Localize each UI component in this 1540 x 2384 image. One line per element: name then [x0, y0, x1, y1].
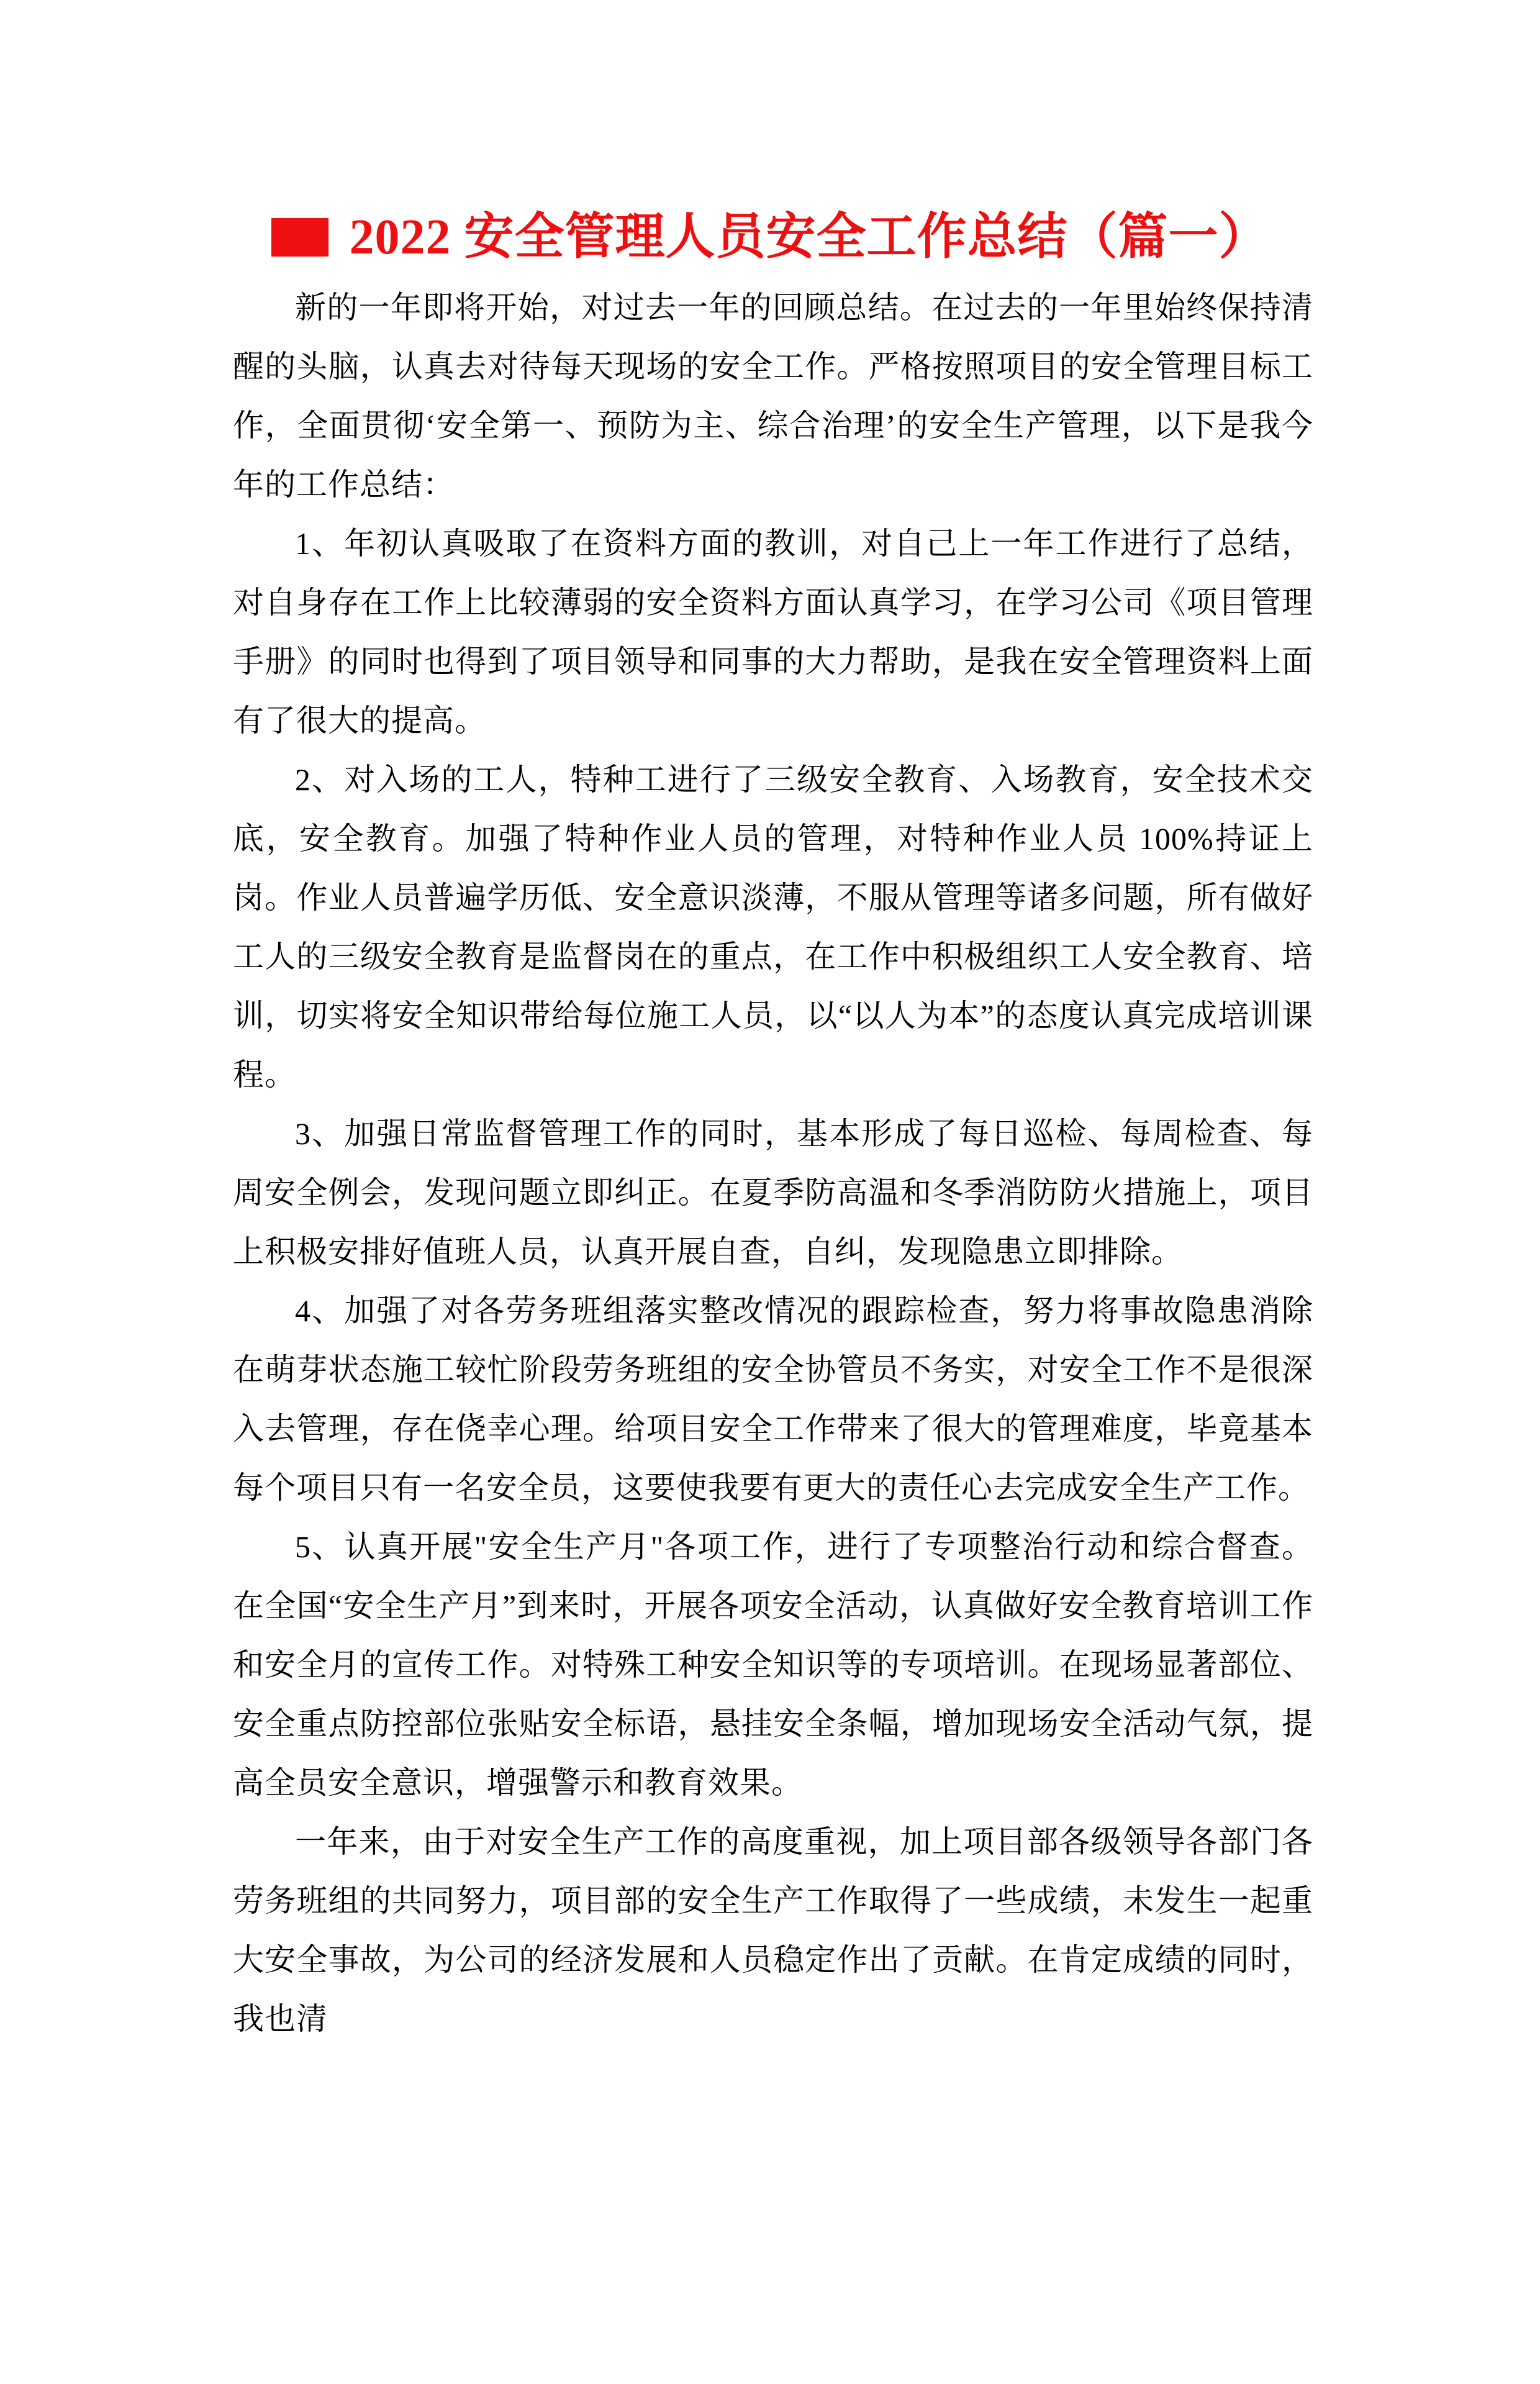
document-title: 2022 安全管理人员安全工作总结（篇一）	[349, 210, 1269, 265]
paragraph-2: 1、年初认真吸取了在资料方面的教训，对自己上一年工作进行了总结，对自身存在工作上比较薄弱的安全资料方面认真学习，在学习公司《项目管理手册》的同时也得到了项目领导和同事的大力帮助，是我在安全管理资料上面有了很大的提高。	[233, 526, 1313, 738]
paragraph-5: 4、加强了对各劳务班组落实整改情况的跟踪检查，努力将事故隐患消除在萌芽状态施工较忙阶段劳务班组的安全协管员不务实，对安全工作不是很深入去管理，存在侥幸心理。给项目安全工作带来了很大的管理难度，毕竟基本每个项目只有一名安全员，这要使我要有更大的责任心去完成安全生产工作。	[233, 1293, 1313, 1505]
paragraph-3: 2、对入场的工人，特种工进行了三级安全教育、入场教育，安全技术交底，安全教育。加强了特种作业人员的管理，对特种作业人员 100%持证上岗。作业人员普遍学历低、安全意识淡薄，不服从管理等诸多问题，所有做好工人的三级安全教育是监督岗在的重点，在工作中积极组织工人安全教育、培训，切实将安全知识带给每位施工人员，以“以人为本”的态度认真完成培训课程。	[233, 762, 1313, 1092]
document-page	[0, 205, 1540, 2384]
title-row	[0, 205, 1540, 270]
paragraph-1: 新的一年即将开始，对过去一年的回顾总结。在过去的一年里始终保持清醒的头脑，认真去对待每天现场的安全工作。严格按照项目的安全管理目标工作，全面贯彻‘安全第一、预防为主、综合治理’的安全生产管理，以下是我今年的工作总结：	[233, 290, 1313, 502]
paragraph-6: 5、认真开展"安全生产月"各项工作，进行了专项整治行动和综合督查。在全国“安全生产月”到来时，开展各项安全活动，认真做好安全教育培训工作和安全月的宣传工作。对特殊工种安全知识等的专项培训。在现场显著部位、安全重点防控部位张贴安全标语，悬挂安全条幅，增加现场安全活动气氛，提高全员安全意识，增强警示和教育效果。	[233, 1529, 1313, 1800]
red-square-bullet-icon	[271, 218, 328, 257]
paragraph-7: 一年来，由于对安全生产工作的高度重视，加上项目部各级领导各部门各劳务班组的共同努力，项目部的安全生产工作取得了一些成绩，未发生一起重大安全事故，为公司的经济发展和人员稳定作出了贡献。在肯定成绩的同时，我也清	[233, 1824, 1313, 2036]
document-body	[233, 278, 1313, 2049]
paragraph-4: 3、加强日常监督管理工作的同时，基本形成了每日巡检、每周检查、每周安全例会，发现问题立即纠正。在夏季防高温和冬季消防防火措施上，项目上积极安排好值班人员，认真开展自查，自纠，发现隐患立即排除。	[233, 1116, 1313, 1269]
